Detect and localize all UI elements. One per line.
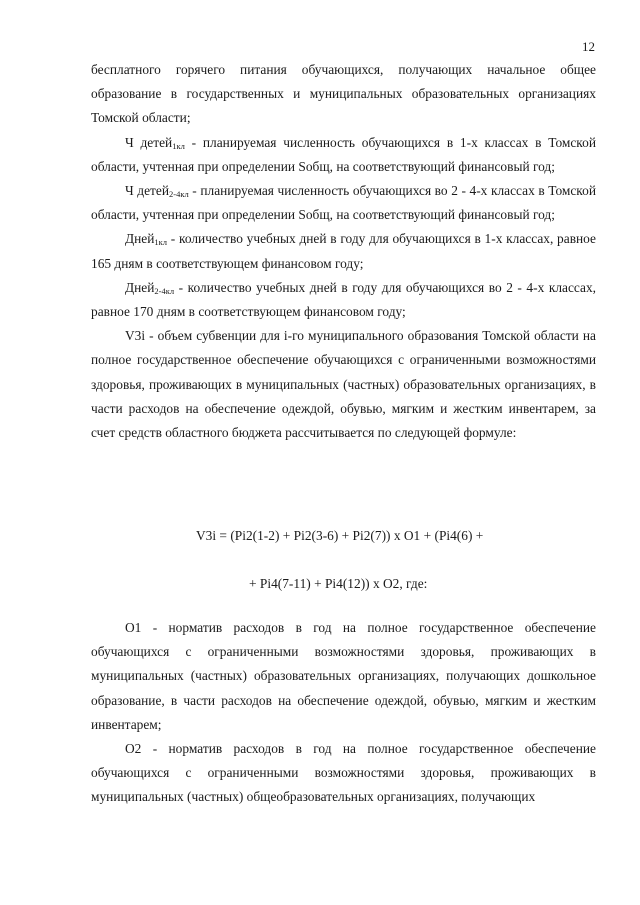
paragraph-days-grade2-4 [91,276,596,324]
term-subscript: 1кл [154,237,168,248]
paragraph-v3i-definition: V3i - объем субвенции для i-го муниципального образования Томской области на полное государственное обеспечение обучающихся с ограниченными возможностями здоровья, проживающих в муниципальных (частных) образовательных организациях, в части расходов на обеспечение одеждой, обувью, мягким и жестким инвентарем, за счет средств областного бюджета рассчитывается по следующей формуле: [91,328,596,441]
body-text-bottom [91,616,596,810]
paragraph-days-grade1 [91,227,596,275]
term-definition: - планируемая численность обучающихся во 2 - 4-х классах в Томской области, учтенная при определении Sобщ, на соответствующий финансовый год; [91,183,596,223]
term-label: Дней [125,279,155,295]
formula-line-2: + Pi4(7-11) + Pi4(12)) x O2, где: [249,576,428,591]
term-subscript: 1кл [172,140,185,151]
term-definition: - количество учебных дней в году для обучающихся во 2 - 4-х классах, равное 170 дням в соответствующем финансовом году; [91,279,596,320]
term-label: Ч детей [125,183,170,199]
formula-line-1: V3i = (Pi2(1-2) + Pi2(3-6) + Pi2(7)) x O1 + (Pi4(6) + [196,528,484,543]
term-label: Дней [125,231,155,247]
paragraph-children-grade1 [91,131,596,179]
term-definition: - количество учебных дней в году для обучающихся в 1-х классах, равное 165 дням в соответствующем финансовом году; [91,231,596,271]
paragraph-children-grade2-4 [91,179,596,227]
paragraph-school-meals: бесплатного горячего питания обучающихся, получающих начальное общее образование в государственных и муниципальных образовательных организациях Томской области; [91,62,596,126]
body-text-top [91,58,596,445]
term-subscript: 2-4кл [154,285,175,296]
paragraph-o1-definition: O1 - норматив расходов в год на полное государственное обеспечение обучающихся с ограниченными возможностями здоровья, проживающих в муниципальных (частных) образовательных организациях, получающих дошкольное образование, в части расходов на обеспечение одеждой, обувью, мягким и жестким инвентарем; [91,620,596,732]
page-number: 12 [582,39,595,54]
term-subscript: 2-4кл [169,189,189,200]
paragraph-o2-definition: O2 - норматив расходов в год на полное государственное обеспечение обучающихся с ограниченными возможностями здоровья, проживающих в муниципальных (частных) общеобразовательных организациях, получающих [91,741,596,805]
term-label: Ч детей [125,134,173,150]
term-definition: - планируемая численность обучающихся в 1-х классах в Томской области, учтенная при определении Sобщ, на соответствующий финансовый год; [91,134,596,174]
